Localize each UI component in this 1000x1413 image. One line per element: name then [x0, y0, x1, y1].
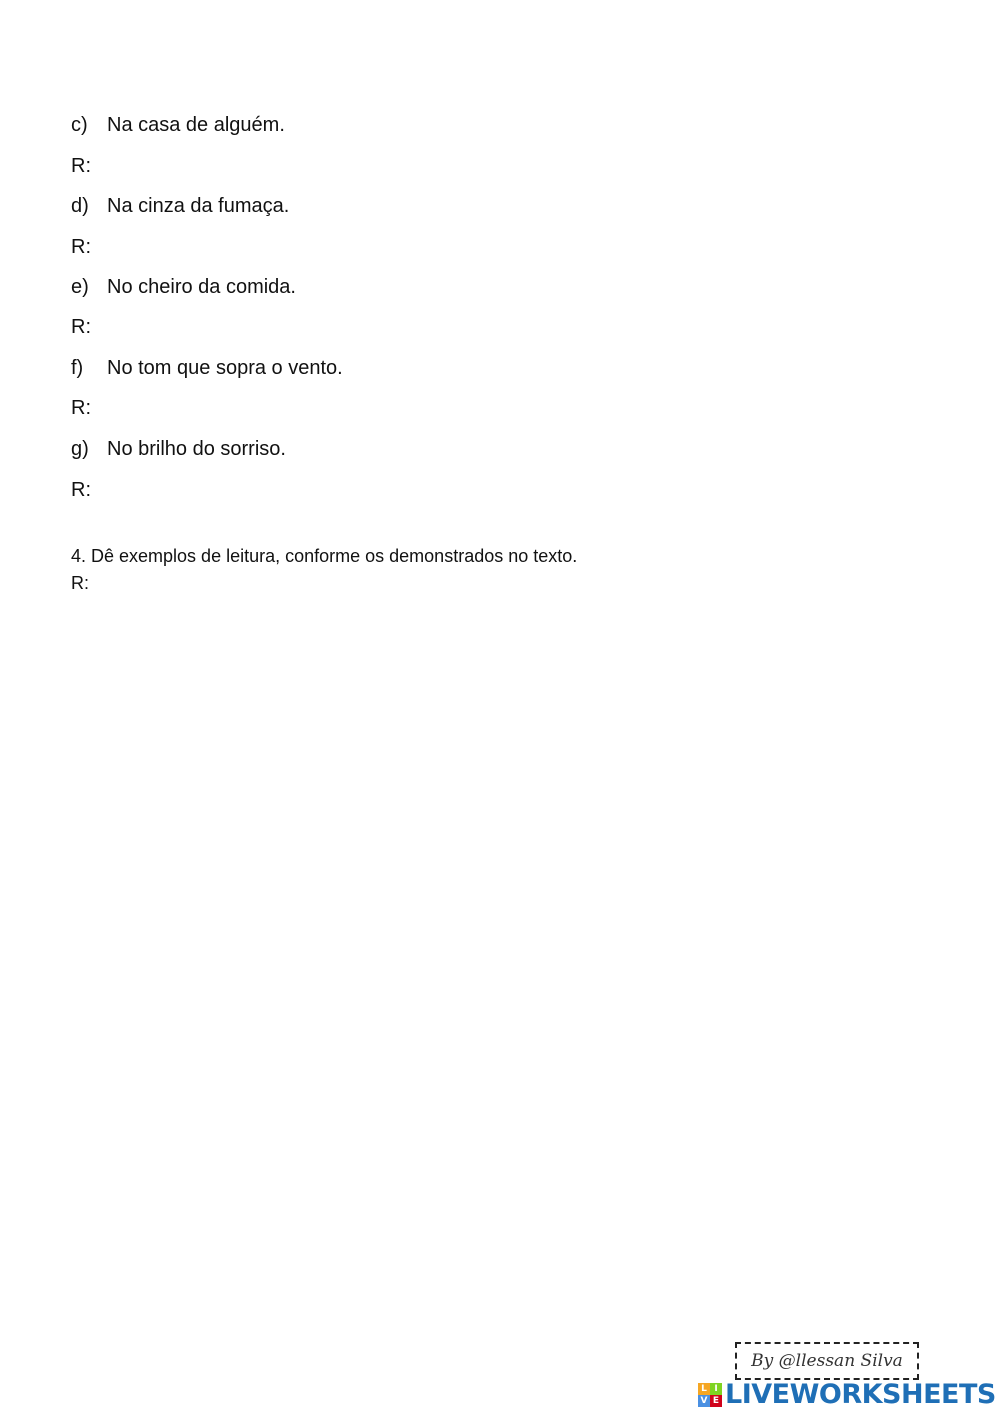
- item-f: [71, 356, 343, 380]
- logo-letter: I: [710, 1383, 722, 1395]
- logo-letter: L: [698, 1383, 710, 1395]
- question-4: 4. Dê exemplos de leitura, conforme os demonstrados no texto.: [71, 546, 578, 566]
- answer-label: R:: [71, 155, 91, 177]
- author-signature: By @llessan Silva: [735, 1342, 919, 1380]
- answer-label: R:: [71, 479, 91, 501]
- brand-name: LIVEWORKSHEETS: [725, 1379, 996, 1410]
- item-letter: e): [71, 276, 89, 298]
- item-text: No cheiro da comida.: [107, 276, 296, 298]
- item-d: [71, 194, 289, 218]
- item-text: No tom que sopra o vento.: [107, 357, 343, 379]
- item-g: [71, 437, 286, 461]
- answer-label: R:: [71, 573, 89, 593]
- item-text: No brilho do sorriso.: [107, 438, 286, 460]
- answer-label: R:: [71, 236, 91, 258]
- item-e: [71, 275, 296, 299]
- item-letter: d): [71, 195, 89, 217]
- answer-label: R:: [71, 397, 91, 419]
- item-letter: f): [71, 357, 84, 379]
- logo-letter: V: [698, 1395, 710, 1407]
- item-text: Na cinza da fumaça.: [107, 195, 290, 217]
- answer-label: R:: [71, 316, 91, 338]
- item-text: Na casa de alguém.: [107, 114, 285, 136]
- liveworksheets-brand[interactable]: [698, 1380, 996, 1410]
- liveworksheets-logo-icon: [698, 1383, 722, 1407]
- item-letter: c): [71, 114, 88, 136]
- item-c: [71, 113, 285, 137]
- logo-letter: E: [710, 1395, 722, 1407]
- item-letter: g): [71, 438, 89, 460]
